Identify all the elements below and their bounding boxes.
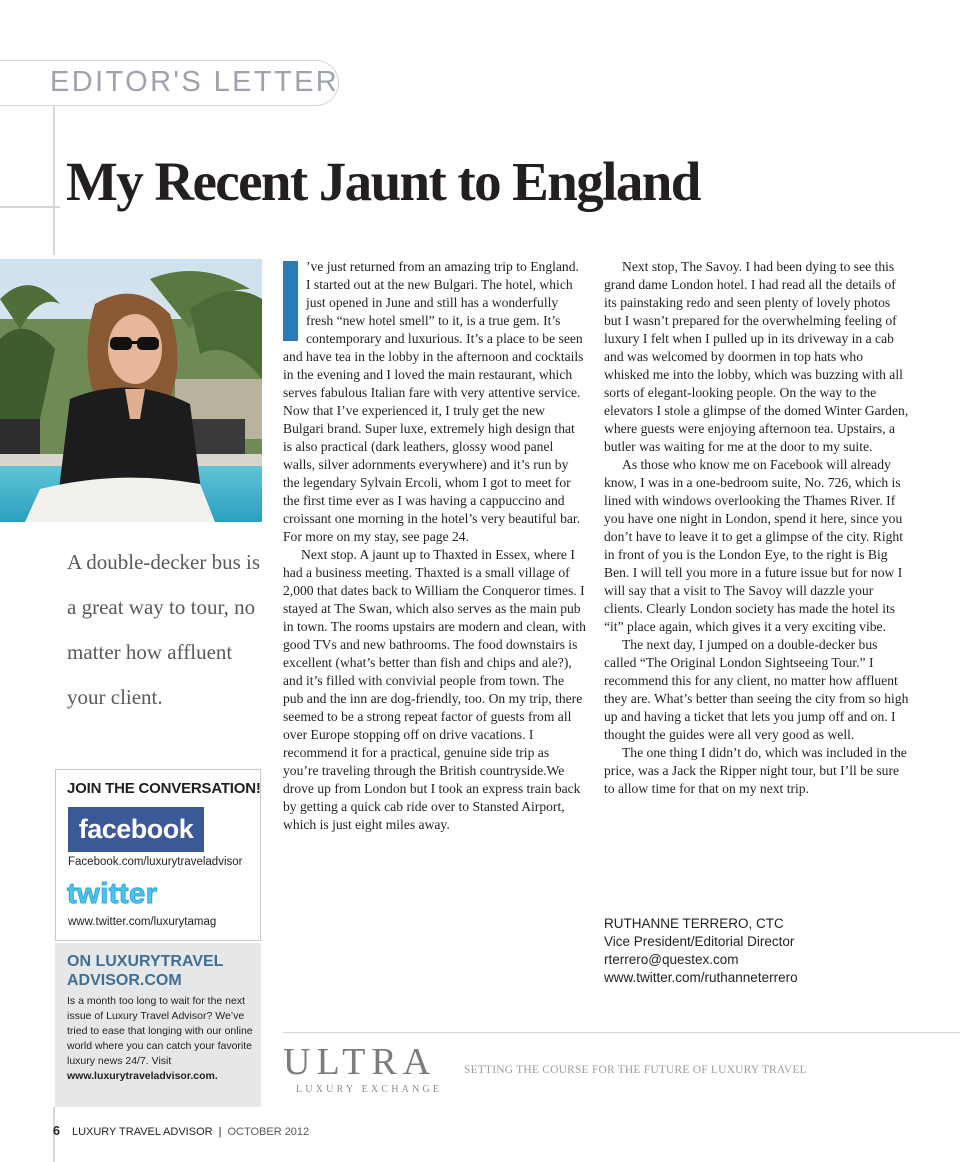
pull-quote: A double-decker bus is a great way to tour, no matter how affluent your client.	[67, 550, 261, 709]
twitter-logo[interactable]: twitter	[67, 878, 158, 910]
issue-date: OCTOBER 2012	[227, 1126, 310, 1138]
article-title: My Recent Jaunt to England	[66, 151, 700, 212]
author-email[interactable]: rterrero@questex.com	[604, 952, 739, 967]
paragraph: Next stop, The Savoy. I had been dying to see this grand dame London hotel. I had read all the details of its painstaking redo and seen plenty of lovely photos but I wasn’t prepared for the overwhelming feeling of luxury I felt when I pulled up in its driveway in a cab and was welcomed by doormen in top hats who whisked me into the lobby, which was buzzing with all sorts of elegant-looking people. On the way to the elevators I stole a glimpse of the domed Winter Garden, where guests were enjoying afternoon tea. Upstairs, a butler was waiting for me at the door to my suite.	[604, 259, 909, 454]
online-body	[67, 994, 257, 1084]
paragraph: Next stop. A jaunt up to Thaxted in Essex, where I had a business meeting. Thaxted is a small village of 2,000 that dates back to William the Conqueror times. I stayed at The Swan, which also serves as the main pub in town. The rooms upstairs are modern and clean, with good TVs and new bathrooms. The food downstairs is excellent (what’s better than fish and chips and ale?), and it’s filled with convivial people from town. The pub and the inn are dog-friendly, too. On my trip, there seemed to be a strong repeat factor of guests from all over Europe stopping off on drive vacations. I recommend it for a practical, genuine side trip as you’re traveling through the British countryside.We drove up from London but I took an express train back by getting a quick cab ride over to Stansted Airport, which is just eight miles away.	[283, 547, 586, 832]
ultra-logo: ULTRA	[283, 1041, 437, 1083]
drop-cap	[283, 261, 298, 341]
paragraph: As those who know me on Facebook will already know, I was in a one-bedroom suite, No. 726, which is lined with windows overlooking the Thames River. If you have one night in London, spend it here, since you don’t have to leave it to get a glimpse of the city. Right in front of you is the London Eye, to the right is Big Ben. I will tell you more in a future issue but for now I will say that a visit to The Savoy will dazzle your clients. Clearly London society has made the hotel its “it” place again, which gives it a very exciting vibe.	[604, 457, 903, 634]
facebook-logo[interactable]: facebook	[68, 807, 204, 852]
folio	[53, 1124, 309, 1138]
article-column-1	[283, 258, 586, 834]
magazine-name: LUXURY TRAVEL ADVISOR	[71, 1126, 213, 1138]
paragraph-text: ’ve just returned from an amazing trip to England. I started out at the new Bulgari. The hotel, which just opened in June and still has a wonderfully fresh “new hotel smell” to it, is a true gem. It’s contemporary and luxurious. It’s a place to be seen and have tea in the lobby in the afternoon and cocktails in the evening and I loved the main restaurant, which serves fabulous Italian fare with very attentive service. Now that I’ve experienced it, I truly get the new Bulgari brand. Super luxe, extremely high design that is also practical (dark leathers, glossy wood panel walls, silver adornments everywhere) and it’s run by the legendary Sylvain Ercoli, whom I got to meet for the first time ever as I was having a cappuccino and croissant one morning in the hotel’s very beautiful bar. For more on my stay, see page 24.	[283, 259, 584, 544]
editor-photo	[0, 259, 262, 522]
divider-horizontal	[0, 206, 60, 208]
author-name: RUTHANNE TERRERO, CTC	[604, 916, 784, 931]
section-label: EDITOR'S LETTER	[50, 66, 340, 98]
signature-block	[604, 915, 798, 987]
author-role: Vice President/Editorial Director	[604, 934, 795, 949]
twitter-link[interactable]: www.twitter.com/luxurytamag	[68, 916, 217, 928]
online-body-text: Is a month too long to wait for the next issue of Luxury Travel Advisor? We’ve tried to ease that longing with our online world where you can catch your favorite luxury news 24/7. Visit	[67, 995, 253, 1067]
article-column-2	[604, 258, 910, 798]
paragraph: The one thing I didn’t do, which was included in the price, was a Jack the Ripper night tour, but I’ll be sure to allow time for that on my next trip.	[604, 745, 907, 796]
paragraph: The next day, I jumped on a double-decker bus called “The Original London Sightseeing Tour.” I recommend this for any client, no matter how affluent they are. What’s better than seeing the city from so high up and having a ticket that lets you jump off and on. I thought the guides were all very good as well.	[604, 637, 909, 742]
author-twitter[interactable]: www.twitter.com/ruthanneterrero	[604, 970, 798, 985]
facebook-link[interactable]: Facebook.com/luxurytraveladvisor	[68, 856, 243, 868]
join-title: JOIN THE CONVERSATION!	[67, 780, 261, 797]
page-number: 6	[53, 1124, 60, 1138]
ad-tagline: SETTING THE COURSE FOR THE FUTURE OF LUXURY TRAVEL	[464, 1064, 807, 1076]
divider-vertical	[53, 105, 55, 255]
ad-divider	[283, 1032, 960, 1033]
paragraph	[283, 258, 586, 546]
website-link[interactable]: www.luxurytraveladvisor.com.	[67, 1070, 218, 1082]
ultra-logo-subtitle: LUXURY EXCHANGE	[296, 1084, 443, 1095]
folio-separator: |	[218, 1126, 222, 1138]
online-title: ON LUXURYTRAVEL ADVISOR.COM	[67, 953, 224, 989]
